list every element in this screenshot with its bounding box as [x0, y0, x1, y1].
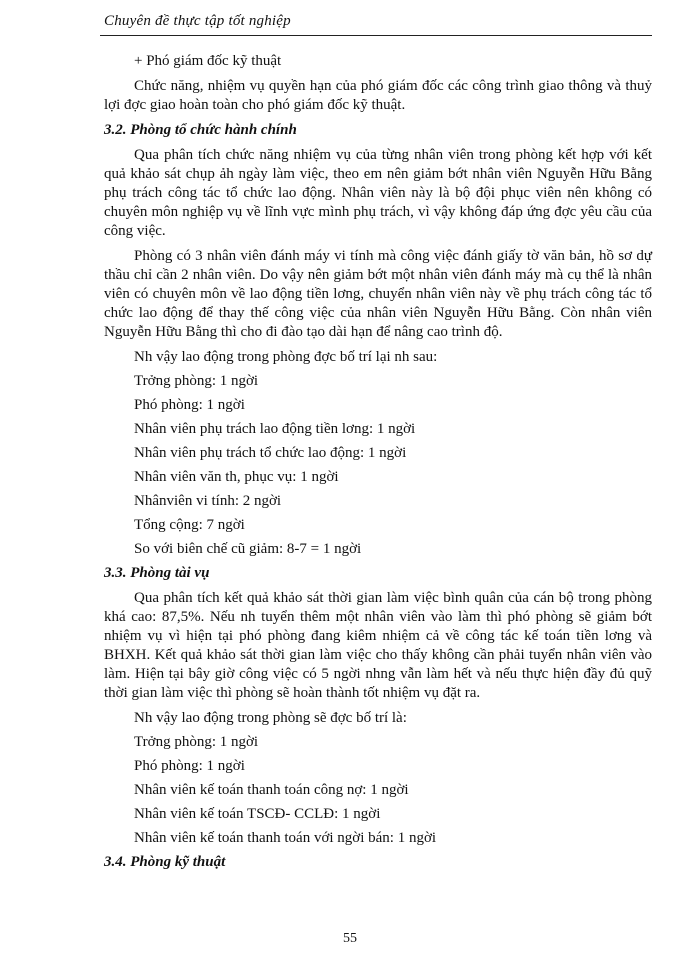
section-3-2-paragraph-2: Phòng có 3 nhân viên đánh máy vi tính mà công việc đánh giấy tờ văn bản, hồ sơ dự thầu chỉ cần 2 nhân viên. Do vậy nên giảm bớt một nhân viên đánh máy mà cụ thể là nhân viên có chuyên môn về lao động tiền lơng, chuyển nhân viên này về phụ trách công tác tổ chức lao động để thay thế công việc của nhân viên Nguyễn Hữu Bằng. Còn nhân viên Nguyễn Hữu Bằng thì cho đi đào tạo dài hạn để nâng cao trình độ.: [104, 248, 652, 340]
section-3-2-item: Tổng cộng: 7 ngời: [134, 517, 245, 533]
section-3-2-item: Nhânviên vi tính: 2 ngời: [134, 493, 282, 509]
section-3-2-item: Nhân viên phụ trách tổ chức lao động: 1 ngời: [134, 445, 407, 461]
section-3-2-paragraph-1: Qua phân tích chức năng nhiệm vụ của từng nhân viên trong phòng kết hợp với kết quả khảo sát chụp ảh ngày làm việc, theo em nên giảm bớt nhân viên Nguyễn Hữu Bằng phụ trách công tác tổ chức lao động. Nhân viên này là bộ đội phục viên nên không có chuyên môn nghiệp vụ về lĩnh vực mình phụ trách, vì vậy không đáp ứng đợc yêu cầu của công việc.: [104, 147, 652, 239]
section-3-3-item: Nhân viên kế toán TSCĐ- CCLĐ: 1 ngời: [134, 806, 381, 822]
intro-item: + Phó giám đốc kỹ thuật: [134, 53, 282, 69]
document-body: [104, 52, 652, 872]
section-3-2-heading: 3.2. Phòng tổ chức hành chính: [104, 122, 297, 138]
section-3-3-paragraph: Qua phân tích kết quả khảo sát thời gian làm việc bình quân của cán bộ trong phòng khá cao: 87,5%. Nếu nh tuyển thêm một nhân viên vào làm thì phó phòng sẽ giảm bớt nhiệm vụ vì hiện tại phó phòng đang kiêm nhiệm cả về công tác kế toán tiền lơng và BHXH. Kết quả khảo sát thời gian làm việc cho thấy không cần phải tuyển nhân viên vào làm. Hiện tại bây giờ công việc có 5 ngời nhng vẫn làm hết và nếu thực hiện đầy đủ quỹ thời gian làm việc thì phòng sẽ hoàn thành tốt nhiệm vụ đặt ra.: [104, 590, 652, 701]
section-3-3-heading: 3.3. Phòng tài vụ: [104, 565, 210, 581]
section-3-4-heading: 3.4. Phòng kỹ thuật: [104, 854, 226, 870]
section-3-2-item: Nhân viên phụ trách lao động tiền lơng: 1 ngời: [134, 421, 416, 437]
section-3-2-item: So với biên chế cũ giảm: 8-7 = 1 ngời: [134, 541, 362, 557]
section-3-2-item: Nhân viên văn th, phục vụ: 1 ngời: [134, 469, 339, 485]
section-3-3-item: Trởng phòng: 1 ngời: [134, 734, 259, 750]
section-3-2-item: Phó phòng: 1 ngời: [134, 397, 245, 413]
section-3-2-item: Trởng phòng: 1 ngời: [134, 373, 259, 389]
header-divider: [100, 35, 652, 36]
section-3-3-item: Nhân viên kế toán thanh toán công nợ: 1 ngời: [134, 782, 409, 798]
page-number: 55: [343, 931, 357, 946]
section-3-3-item: Nhân viên kế toán thanh toán với ngời bán: 1 ngời: [134, 830, 437, 846]
section-3-2-item: Nh vậy lao động trong phòng đợc bố trí lại nh sau:: [134, 349, 438, 365]
page-header-title: Chuyên đề thực tập tốt nghiệp: [104, 13, 291, 29]
intro-paragraph: Chức năng, nhiệm vụ quyền hạn của phó giám đốc các công trình giao thông và thuỷ lợi đợc giao hoàn toàn cho phó giám đốc kỹ thuật.: [104, 78, 652, 113]
section-3-3-item: Phó phòng: 1 ngời: [134, 758, 245, 774]
section-3-3-item: Nh vậy lao động trong phòng sẽ đợc bố trí là:: [134, 710, 407, 726]
